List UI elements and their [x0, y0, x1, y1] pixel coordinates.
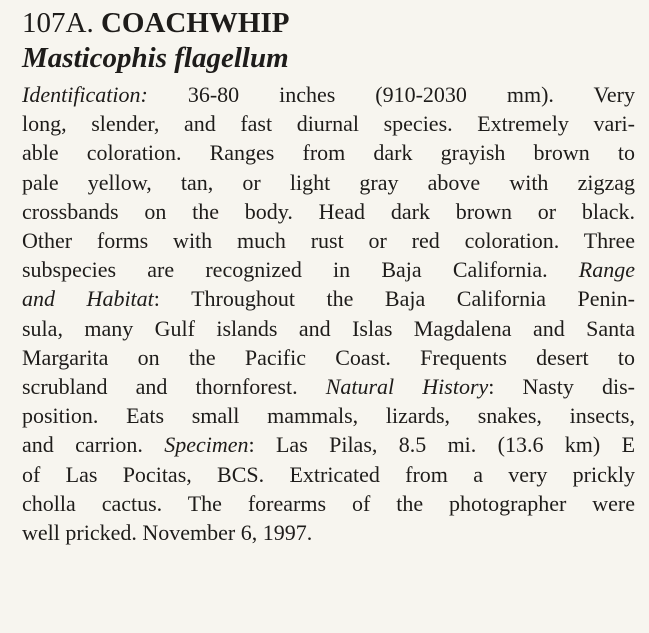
text-line: pale yellow, tan, or light gray above with zigzag	[22, 169, 635, 195]
text-line: sula, many Gulf islands and Islas Magdalena and Santa	[22, 315, 635, 341]
species-number: 107A.	[22, 7, 94, 39]
identification-label: Identification:	[22, 82, 148, 107]
common-name: COACHWHIP	[100, 7, 290, 39]
text-line	[22, 372, 635, 401]
text-line	[22, 284, 635, 313]
text-segment: subspecies are recognized in Baja California.	[22, 257, 579, 283]
text-line: of Las Pocitas, BCS. Extricated from a very prickly	[22, 461, 635, 487]
text-line: position. Eats small mammals, lizards, snakes, insects,	[22, 403, 635, 429]
specimen-label: Specimen	[164, 432, 249, 458]
text-segment: : Nasty dis-	[488, 374, 635, 400]
text-segment: : Las Pilas, 8.5 mi. (13.6 km) E	[248, 432, 636, 458]
text-line: well pricked. November 6, 1997.	[22, 520, 313, 546]
text-line: Margarita on the Pacific Coast. Frequents desert to	[22, 344, 635, 370]
text-line: cholla cactus. The forearms of the photographer were	[22, 490, 635, 516]
text-segment: : Throughout the Baja California Penin-	[153, 286, 635, 312]
text-segment: 36-80 inches (910-2030 mm). Very	[147, 82, 635, 107]
text-line: long, slender, and fast diurnal species. Extremely vari-	[22, 111, 635, 137]
species-description	[22, 80, 635, 547]
text-segment: scrubland and thornforest.	[22, 374, 326, 400]
text-line: able coloration. Ranges from dark grayish brown to	[22, 140, 635, 166]
text-line	[22, 430, 635, 459]
range-label: Range	[578, 257, 635, 283]
text-line: crossbands on the body. Head dark brown or black.	[22, 198, 635, 224]
scientific-name: Masticophis flagellum	[22, 42, 289, 74]
text-segment: and carrion.	[22, 432, 165, 458]
text-line	[22, 255, 635, 284]
species-heading	[22, 6, 635, 40]
text-line: Other forms with much rust or red coloration. Three	[22, 228, 635, 254]
text-line	[22, 80, 635, 109]
natural-history-label: Natural History	[325, 374, 489, 400]
habitat-label: and Habitat	[22, 286, 154, 312]
